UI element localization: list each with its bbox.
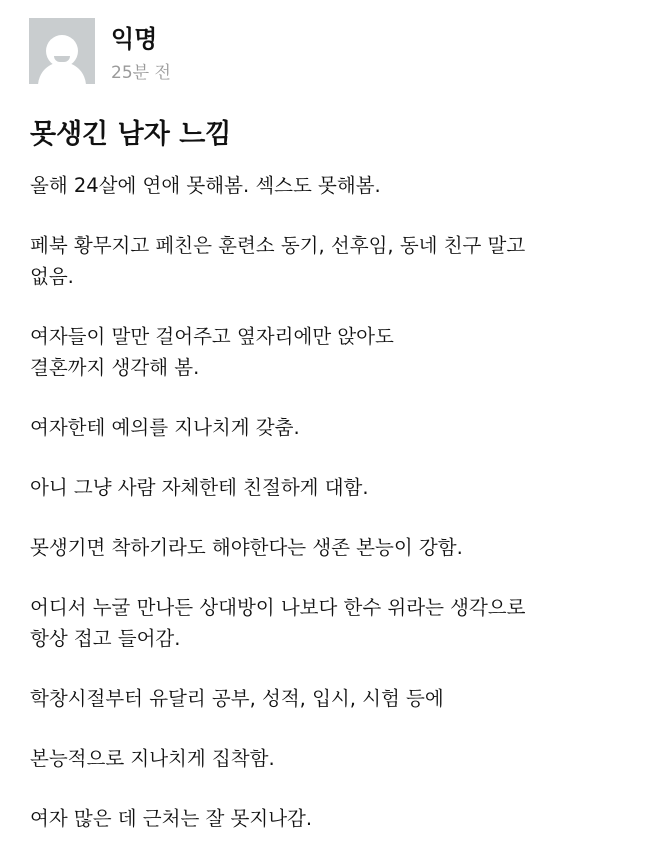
paragraph-line: 없음. — [30, 265, 74, 288]
post-title: 못생긴 남자 느낌 — [30, 119, 232, 150]
paragraph-line: 페북 황무지고 페친은 훈련소 동기, 선후임, 동네 친구 말고 — [30, 234, 526, 257]
post-paragraph — [30, 532, 640, 563]
paragraph-line: 어디서 누굴 만나든 상대방이 나보다 한수 위라는 생각으로 — [30, 596, 526, 619]
author-name[interactable]: 익명 — [111, 25, 158, 53]
paragraph-line: 항상 접고 들어감. — [30, 627, 181, 650]
post-paragraph — [30, 170, 640, 201]
default-user-avatar-icon[interactable] — [29, 18, 95, 84]
post-body — [30, 170, 640, 863]
post-paragraph — [30, 683, 640, 714]
paragraph-line: 여자한테 예의를 지나치게 갖춤. — [30, 416, 300, 439]
paragraph-line: 여자 많은 데 근처는 잘 못지나감. — [30, 807, 313, 830]
post-paragraph — [30, 803, 640, 834]
paragraph-line: 학창시절부터 유달리 공부, 성적, 입시, 시험 등에 — [30, 687, 444, 710]
paragraph-line: 본능적으로 지나치게 집착함. — [30, 747, 275, 770]
paragraph-line: 올해 24살에 연애 못해봄. 섹스도 못해봄. — [30, 174, 381, 197]
paragraph-line: 여자들이 말만 걸어주고 옆자리에만 앉아도 — [30, 325, 394, 348]
paragraph-line: 아니 그냥 사람 자체한테 친절하게 대함. — [30, 476, 369, 499]
post-timestamp: 25분 전 — [111, 63, 171, 83]
post-paragraph — [30, 592, 640, 654]
post-paragraph — [30, 743, 640, 774]
post-paragraph — [30, 472, 640, 503]
post-paragraph — [30, 230, 640, 292]
post-header — [29, 18, 171, 84]
post-paragraph — [30, 412, 640, 443]
post-paragraph — [30, 321, 640, 383]
paragraph-line: 결혼까지 생각해 봄. — [30, 356, 200, 379]
paragraph-line: 못생기면 착하기라도 해야한다는 생존 본능이 강함. — [30, 536, 463, 559]
